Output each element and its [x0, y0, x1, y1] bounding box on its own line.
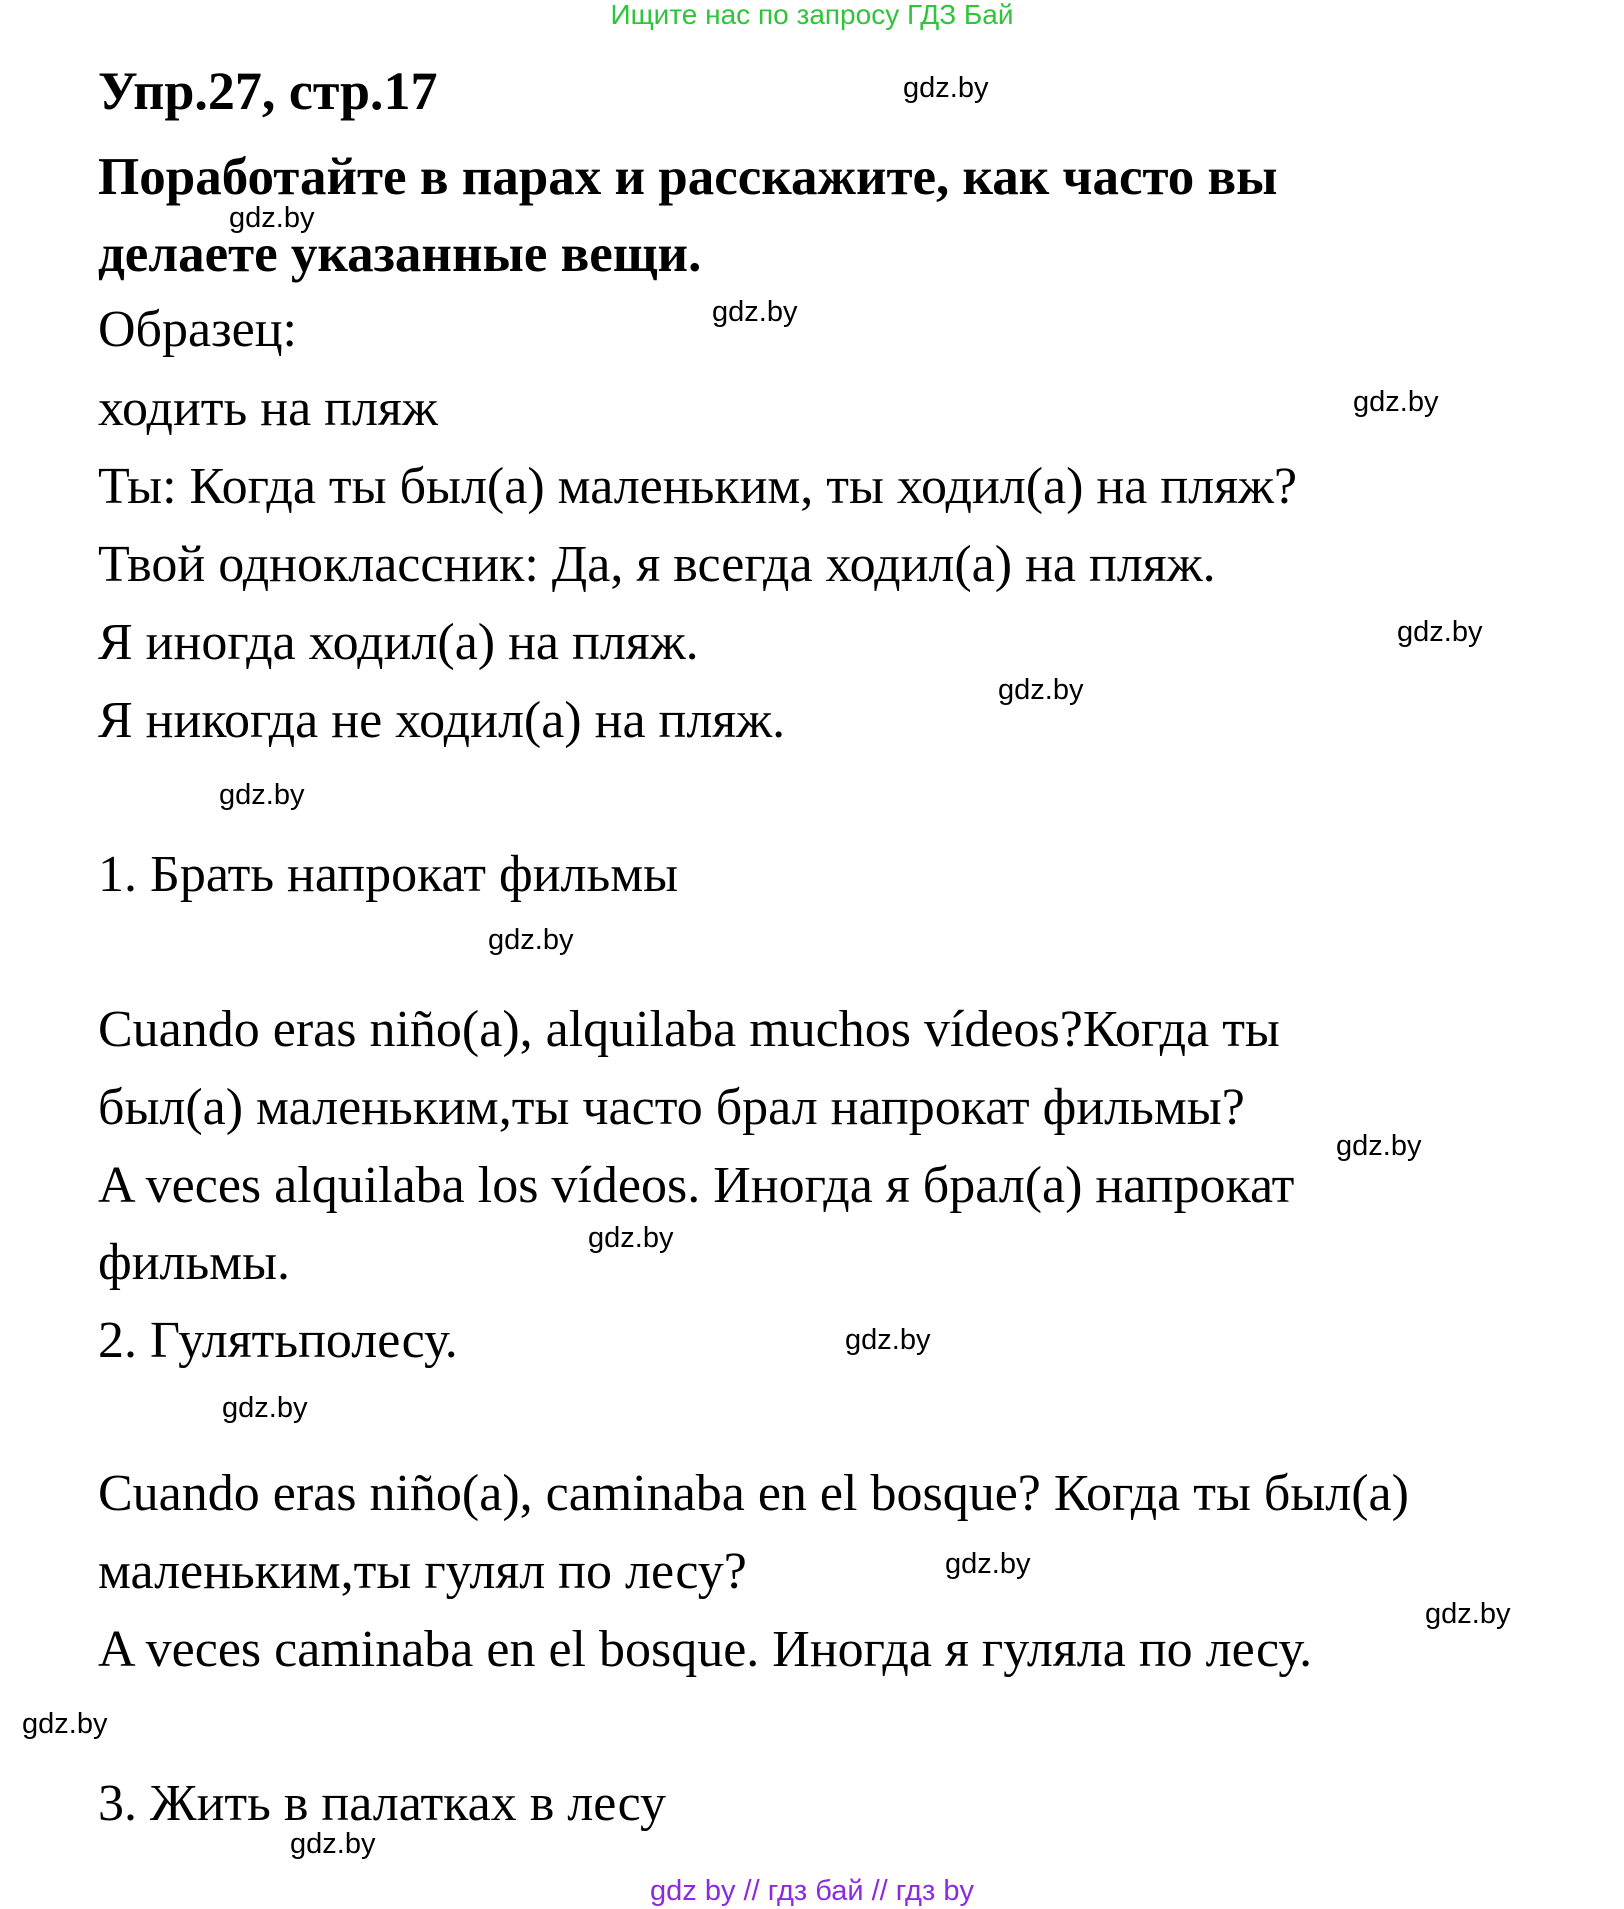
task-line-2: делаете указанные вещи. — [98, 225, 702, 283]
watermark: gdz.by — [219, 779, 305, 811]
watermark: gdz.by — [1397, 616, 1483, 648]
item-2-line: Cuando eras niño(a), caminaba en el bosque? Когда ты был(а) — [98, 1465, 1409, 1522]
item-3-heading: 3. Жить в палатках в лесу — [98, 1775, 667, 1832]
task-line-1: Поработайте в парах и расскажите, как часто вы — [98, 148, 1278, 206]
watermark: gdz.by — [1336, 1130, 1422, 1162]
watermark: gdz.by — [712, 296, 798, 328]
watermark: gdz.by — [998, 674, 1084, 706]
example-answer-sometimes: Я иногда ходил(а) на пляж. — [98, 614, 699, 671]
watermark: gdz.by — [488, 924, 574, 956]
example-answer-never: Я никогда не ходил(а) на пляж. — [98, 692, 786, 749]
item-1-heading: 1. Брать напрокат фильмы — [98, 846, 679, 903]
watermark: gdz.by — [945, 1548, 1031, 1580]
example-label: Образец: — [98, 301, 297, 358]
item-2-heading: 2. Гулятьполесу. — [98, 1312, 458, 1369]
watermark: gdz.by — [845, 1324, 931, 1356]
example-question: Ты: Когда ты был(а) маленьким, ты ходил(а) на пляж? — [98, 458, 1298, 515]
item-2-line: маленьким,ты гулял по лесу? — [98, 1543, 747, 1600]
watermark: gdz.by — [1425, 1598, 1511, 1630]
watermark: gdz.by — [229, 202, 315, 234]
exercise-title: Упр.27, стр.17 — [98, 61, 438, 121]
item-1-line: A veces alquilaba los vídeos. Иногда я брал(а) напрокат — [98, 1157, 1295, 1214]
watermark: gdz.by — [222, 1392, 308, 1424]
top-banner[interactable]: Ищите нас по запросу ГДЗ Бай — [610, 0, 1014, 30]
footer-links[interactable]: gdz by // гдз бай // гдз by — [650, 1875, 974, 1907]
item-1-line: был(а) маленьким,ты часто брал напрокат фильмы? — [98, 1079, 1245, 1136]
watermark: gdz.by — [1353, 386, 1439, 418]
item-1-line: Cuando eras niño(a), alquilaba muchos vídeos?Когда ты — [98, 1001, 1280, 1058]
watermark: gdz.by — [290, 1828, 376, 1860]
item-1-line: фильмы. — [98, 1234, 291, 1291]
watermark: gdz.by — [903, 72, 989, 104]
watermark: gdz.by — [588, 1222, 674, 1254]
example-answer-always: Твой одноклассник: Да, я всегда ходил(а) на пляж. — [98, 536, 1216, 593]
example-phrase: ходить на пляж — [98, 380, 438, 437]
watermark: gdz.by — [22, 1708, 108, 1740]
item-2-line: A veces caminaba en el bosque. Иногда я гуляла по лесу. — [98, 1621, 1313, 1678]
